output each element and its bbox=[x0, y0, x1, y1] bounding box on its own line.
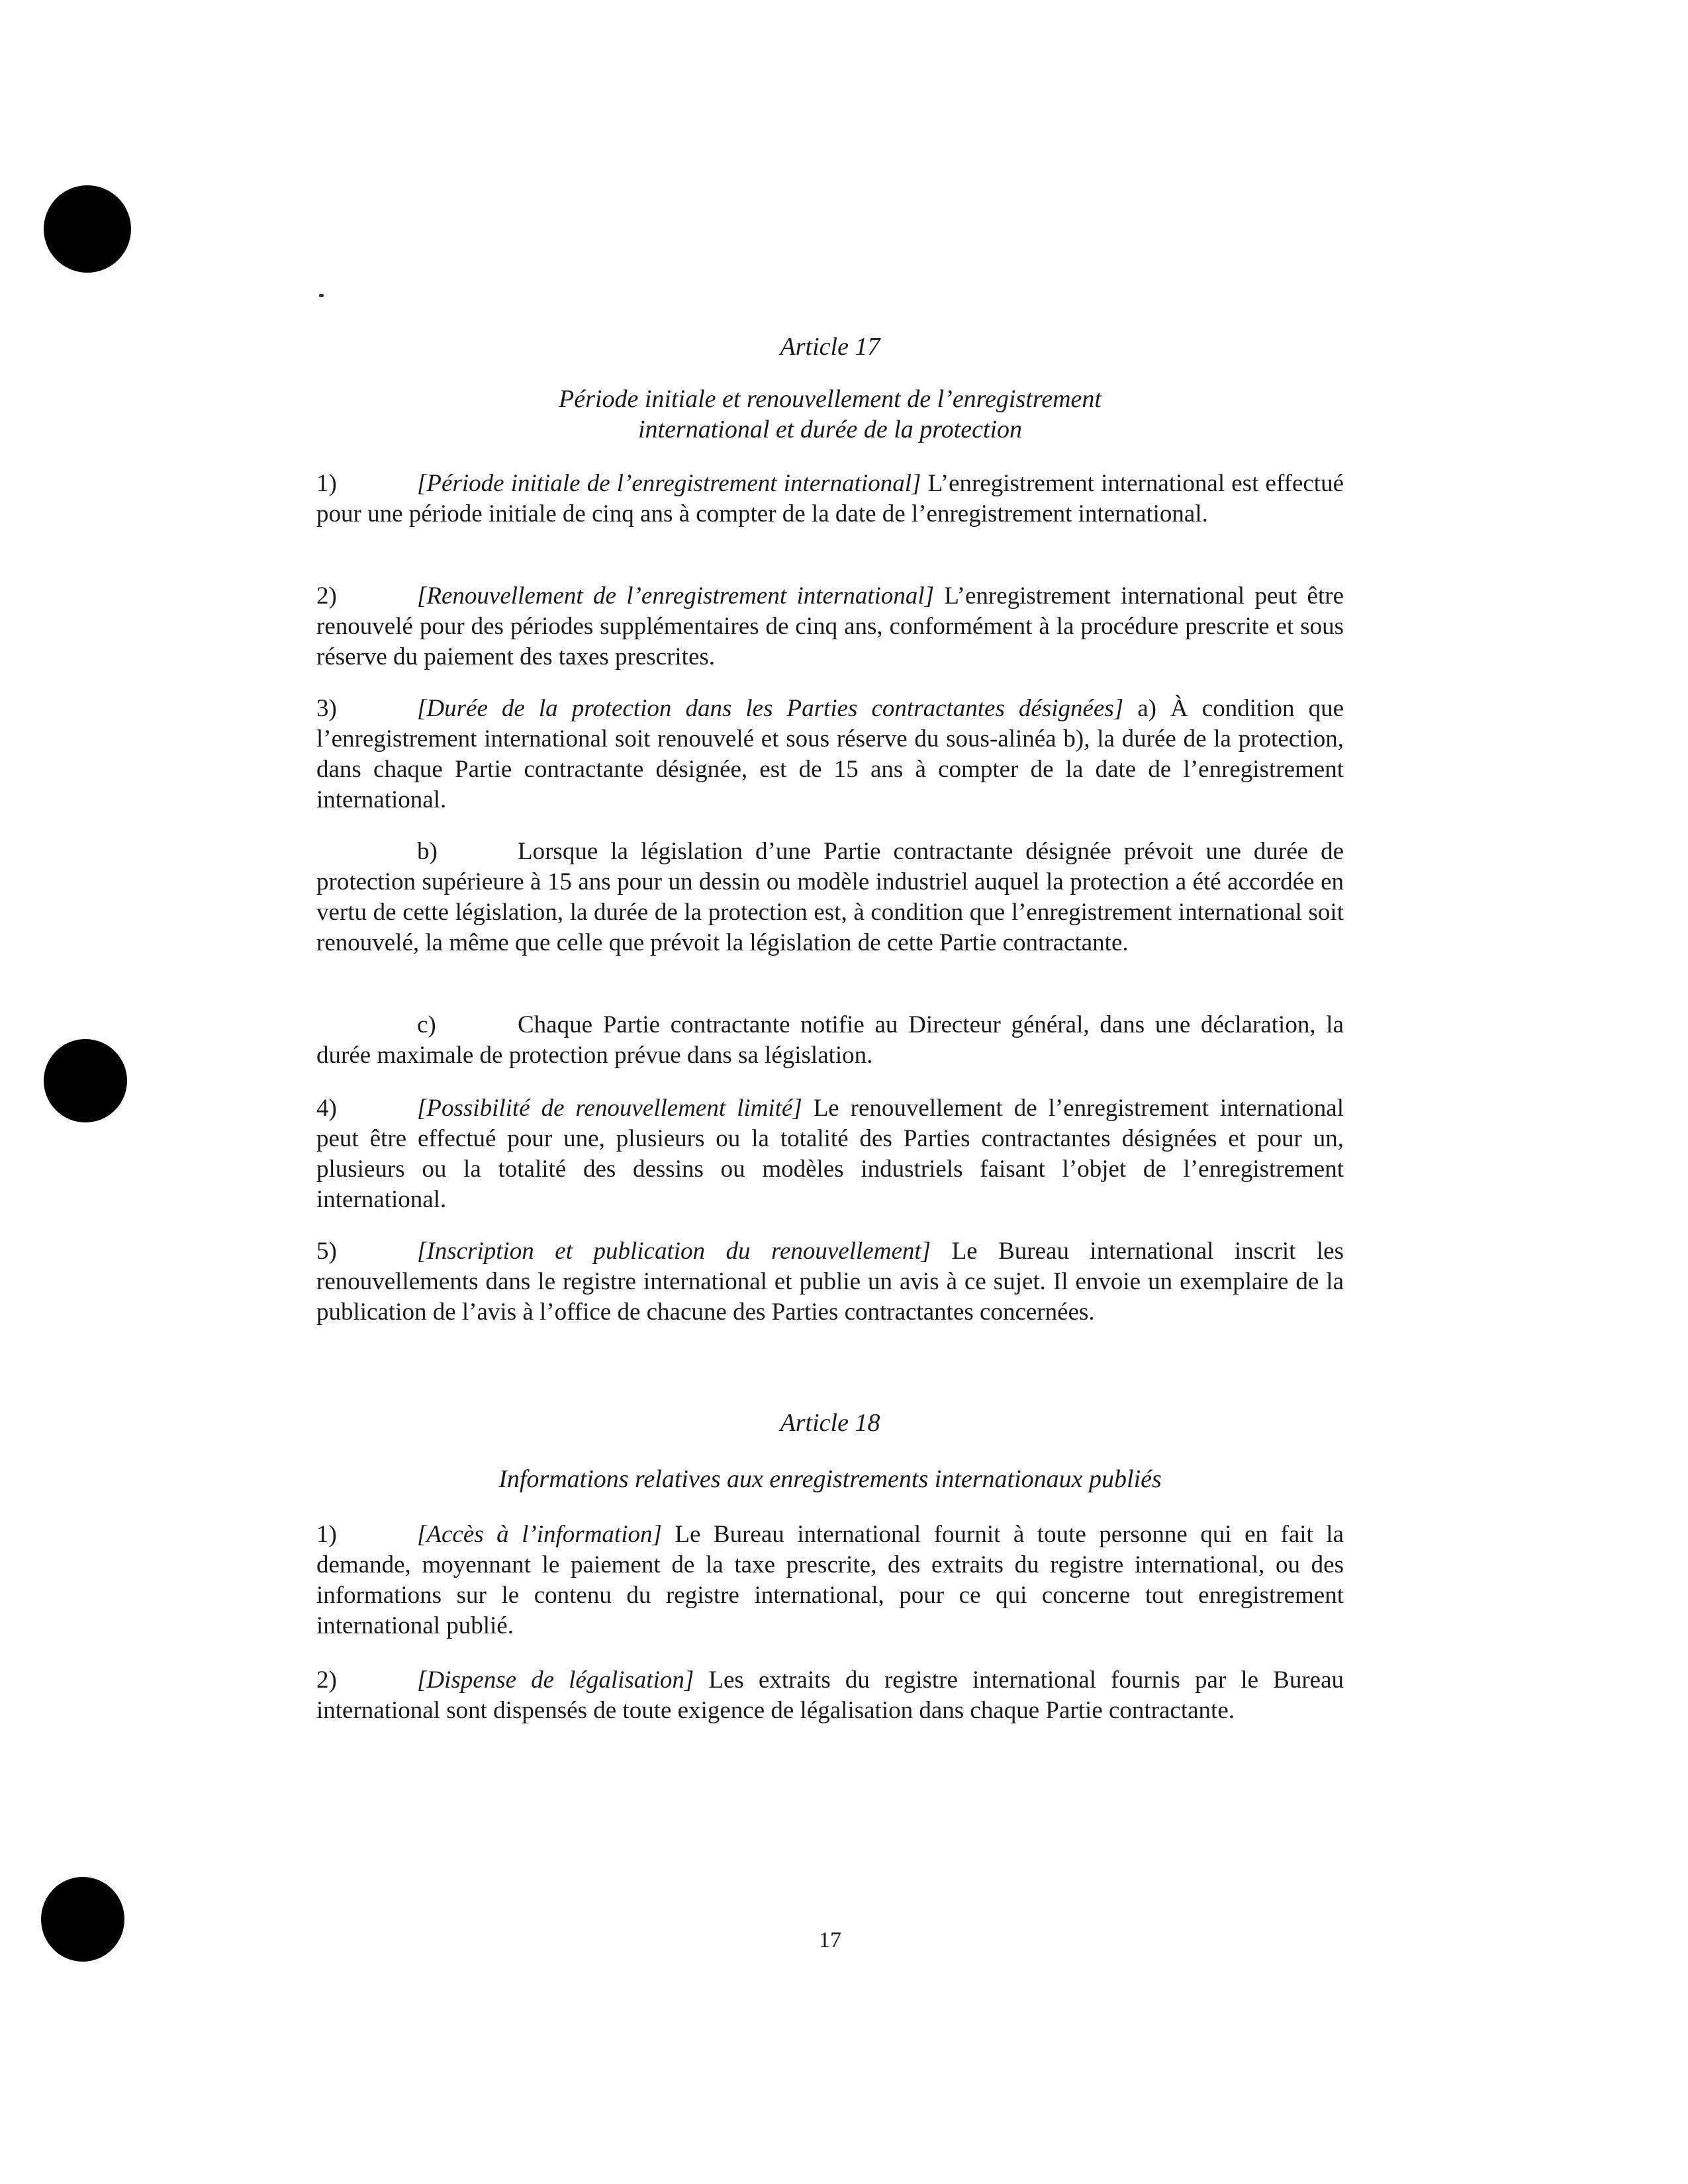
punch-hole-top bbox=[44, 185, 131, 273]
article-18-paragraph-1 bbox=[316, 1520, 1344, 1641]
punch-hole-middle bbox=[44, 1039, 127, 1122]
paragraph-number: 5) bbox=[316, 1238, 337, 1265]
paragraph-text: L’enregistrement international est effectué pour une période initiale de cinq ans à compter de la date de l’enregistrement international. bbox=[316, 470, 1344, 527]
article-18-paragraph-2 bbox=[316, 1665, 1344, 1726]
article-17-subtitle-line1: Période initiale et renouvellement de l’enregistrement bbox=[559, 385, 1102, 413]
paragraph-number: 2) bbox=[316, 1666, 337, 1694]
article-17-paragraph-2 bbox=[316, 581, 1344, 672]
paragraph-heading: [Période initiale de l’enregistrement international] bbox=[417, 470, 921, 497]
paragraph-number: 2) bbox=[316, 582, 337, 610]
scan-speck bbox=[319, 294, 324, 297]
article-17-subtitle-line2: international et durée de la protection bbox=[637, 416, 1023, 443]
article-18-title: Article 18 bbox=[780, 1409, 880, 1437]
paragraph-number: 3) bbox=[316, 695, 337, 722]
article-17-paragraph-3c bbox=[316, 1010, 1344, 1071]
paragraph-heading: [Inscription et publication du renouvellement] bbox=[417, 1238, 931, 1265]
paragraph-number: 4) bbox=[316, 1095, 337, 1122]
article-17-paragraph-3a bbox=[316, 694, 1344, 815]
paragraph-heading: [Possibilité de renouvellement limité] bbox=[417, 1095, 802, 1122]
paragraph-number: 1) bbox=[316, 470, 337, 497]
subparagraph-letter: b) bbox=[417, 838, 438, 865]
paragraph-text: Lorsque la législation d’une Partie contractante désignée prévoit une durée de protection supérieure à 15 ans pour un dessin ou modèle industriel auquel la protection a été accordée en vertu de cette législation, la durée de la protection est, à condition que l’enregistrement international soit renouvelé, la même que celle que prévoit la législation de cette Partie contractante. bbox=[316, 838, 1344, 956]
article-17-paragraph-4 bbox=[316, 1093, 1344, 1215]
article-18-subtitle: Informations relatives aux enregistrements internationaux publiés bbox=[498, 1465, 1162, 1493]
paragraph-heading: [Renouvellement de l’enregistrement international] bbox=[417, 582, 935, 610]
paragraph-text: Le Bureau international inscrit les renouvellements dans le registre international et publie un avis à ce sujet. Il envoie un exemplaire de la publication de l’avis à l’office de chacune des Parties contractantes concernées. bbox=[316, 1238, 1344, 1326]
paragraph-number: 1) bbox=[316, 1521, 337, 1548]
article-17-title: Article 17 bbox=[780, 333, 880, 361]
paragraph-text: a) À condition que l’enregistrement international soit renouvelé et sous réserve du sous-alinéa b), la durée de la protection, dans chaque Partie contractante désignée, est de 15 ans à compter de la date de l’enregistrement international. bbox=[316, 695, 1344, 813]
paragraph-text: Chaque Partie contractante notifie au Directeur général, dans une déclaration, la durée maximale de protection prévue dans sa législation. bbox=[316, 1011, 1344, 1069]
paragraph-text: L’enregistrement international peut être renouvelé pour des périodes supplémentaires de cinq ans, conformément à la procédure prescrite et sous réserve du paiement des taxes prescrites. bbox=[316, 582, 1344, 670]
article-17-paragraph-5 bbox=[316, 1236, 1344, 1328]
article-17-paragraph-3b bbox=[316, 837, 1344, 958]
paragraph-text: Les extraits du registre international fournis par le Bureau international sont dispensés de toute exigence de légalisation dans chaque Partie contractante. bbox=[316, 1666, 1344, 1724]
paragraph-text: Le renouvellement de l’enregistrement international peut être effectué pour une, plusieurs ou la totalité des Parties contractantes désignées et pour un, plusieurs ou la totalité des dessins ou modèles industriels faisant l’objet de l’enregistrement international. bbox=[316, 1095, 1344, 1213]
article-17-paragraph-1 bbox=[316, 469, 1344, 529]
page-number: 17 bbox=[819, 1928, 841, 1952]
paragraph-heading: [Durée de la protection dans les Parties contractantes désignées] bbox=[417, 695, 1124, 722]
subparagraph-letter: c) bbox=[417, 1011, 436, 1038]
paragraph-heading: [Dispense de légalisation] bbox=[417, 1666, 694, 1694]
punch-hole-bottom bbox=[41, 1877, 124, 1962]
paragraph-text: Le Bureau international fournit à toute personne qui en fait la demande, moyennant le paiement de la taxe prescrite, des extraits du registre international, ou des informations sur le contenu du registre international, pour ce qui concerne tout enregistrement international publié. bbox=[316, 1521, 1344, 1639]
paragraph-heading: [Accès à l’information] bbox=[417, 1521, 662, 1548]
